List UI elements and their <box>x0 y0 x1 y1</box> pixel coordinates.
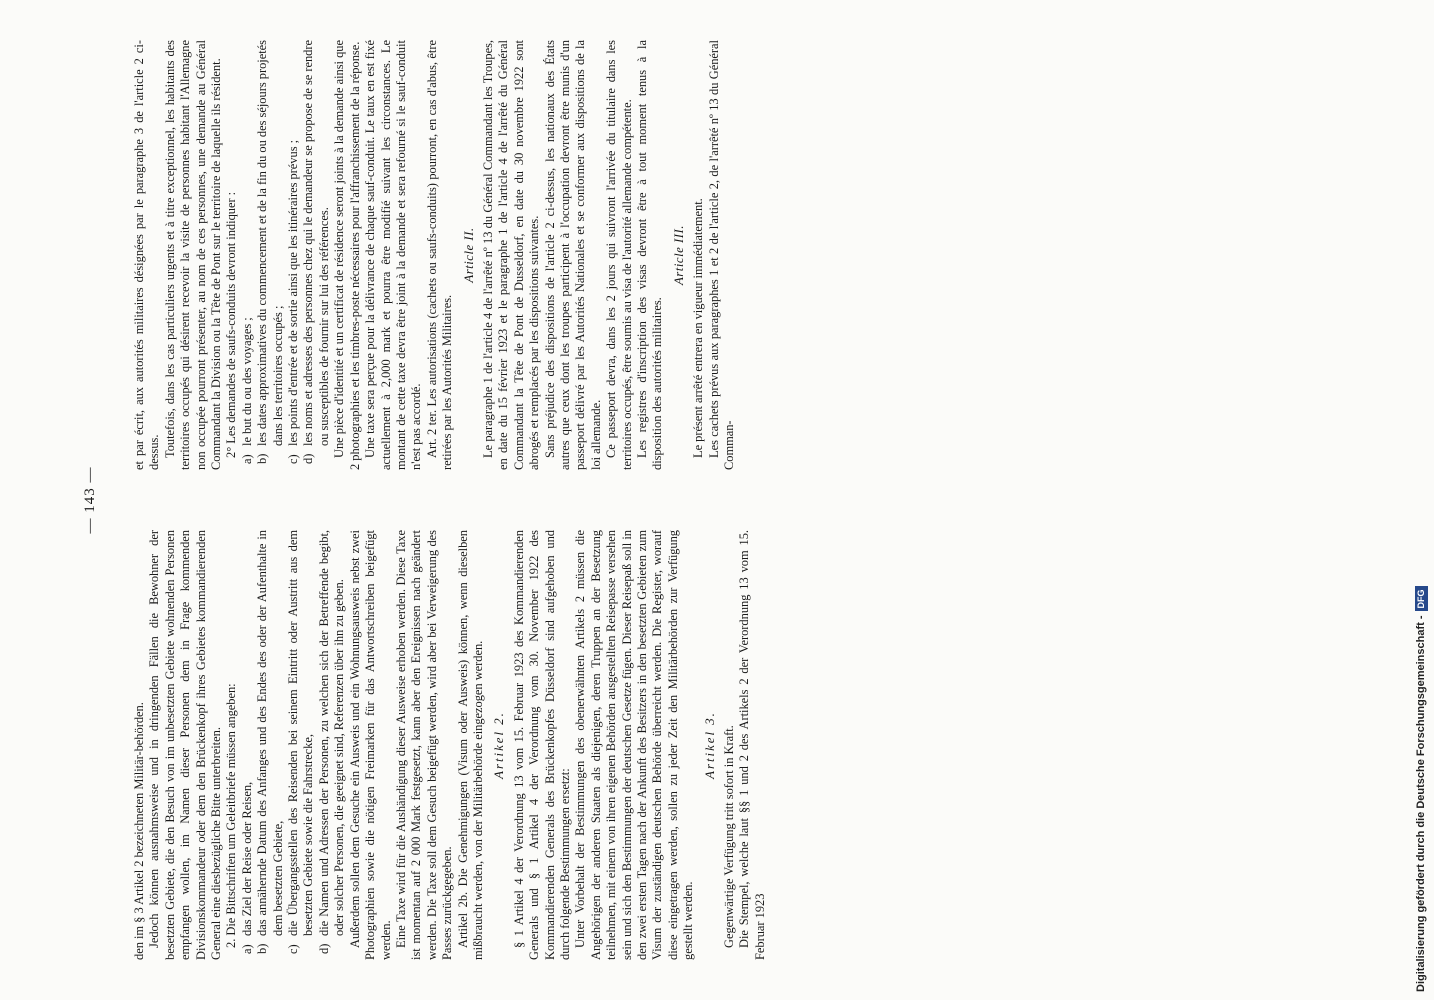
paragraph: Unter Vorbehalt der Bestimmungen des obenerwähnten Artikels 2 müssen die Angehörigen der anderen Staaten als diejenigen, deren Truppen an der Besetzung teilnehmen, mit einem von ihren eigenen Behörden ausgestellten Reisepasse versehen sein und sich den Bestimmungen der deutschen Gesetze fügen. Dieser Reisepaß soll in den zwei ersten Tagen nach der Ankunft des Besitzers in den besetzten Gebieten zum Visum der zuständigen deutschen Behörde überreicht werden. Die Register, worauf diese eingetragen werden, sollen zu jeder Zeit den Militärbehörden zur Verfügung gestellt werden. <box>573 530 696 960</box>
page-number: — 143 — <box>82 466 98 534</box>
paragraph: Le paragraphe 1 de l'article 4 de l'arrêté nº 13 du Général Commandant les Troupes, en date du 15 février 1923 et le paragraphe 1 de l'article 4 de l'arrêté du Général Commandant la Tête de Pont de Dusseldorf, en date du 30 novembre 1922 sont abrogés et remplacés par les dispositions suivantes. <box>480 40 542 470</box>
list-item-text: le but du ou des voyages ; <box>239 317 254 446</box>
list-item <box>240 40 255 470</box>
paragraph: 2° Les demandes de saufs-conduits devront indiquer : <box>224 191 239 458</box>
french-column <box>132 40 1332 470</box>
paragraph: Gegenwärtige Verfügung tritt sofort in Kraft. <box>722 725 737 948</box>
list-item <box>286 530 317 960</box>
article-heading: Artikel 3. <box>702 711 717 779</box>
article-heading: Article III. <box>671 225 686 286</box>
paragraph: Außerdem sollen dem Gesuche ein Ausweis und ein Wohnungsausweis nebst zwei Photographien sowie die nötigen Freimarken für das Antwortschreiben beigefügt werden. <box>347 530 393 960</box>
funding-note: Digitalisierung gefördert durch die Deutsche Forschungsgemeinschaft - <box>1415 615 1427 992</box>
list-item-text: das Ziel der Reise oder Reisen, <box>239 781 254 936</box>
list-marker: c) <box>286 944 301 954</box>
list-item-text: die Namen und Adressen der Personen, zu welchen sich der Betreffende begibt, oder solcher Personen, die geeignet sind, Referenzen über ihn zu geben. <box>316 530 347 936</box>
paragraph: Le présent arrêté entrera en vigueur immédiatement. <box>691 198 706 458</box>
list-item <box>301 40 332 470</box>
list-item-text: les noms et adresses des personnes chez qui le demandeur se propose de se rendre ou susceptibles de fournir sur lui des références. <box>301 40 331 446</box>
paragraph: 2. Die Bittschriften um Geleitbriefe müssen angeben: <box>224 683 239 948</box>
paragraph: Toutefois, dans les cas particuliers urgents et à titre exceptionnel, les habitants des territoires occupés qui désirent recevoir la visite de personnes habitant l'Allemagne non occupée pourront présenter, au nom de ces personnes, une demande au Général Commandant la Division ou la Tête de Pont sur le territoire de laquelle ils résident. <box>162 40 224 470</box>
paragraph: § 1 Artikel 4 der Verordnung 13 vom 15. Februar 1923 des Kommandierenden Generals und § 1 Artikel 4 der Verordnung vom 30. November 1922 des Kommandierenden Generals des Brückenkopfes Düsseldorf sind aufgehoben und durch folgende Bestimmungen ersetzt: <box>511 530 572 960</box>
list-marker: b) <box>255 453 270 464</box>
article-heading: Artikel 2. <box>492 711 507 779</box>
paragraph: den im § 3 Artikel 2 bezeichneten Militär-behörden. <box>132 702 146 960</box>
list-item-text: das annähernde Datum des Anfanges und des Endes des oder der Aufenthalte in dem besetzten Gebiete, <box>255 530 285 936</box>
paragraph: Die Stempel, welche laut §§ 1 und 2 des Artikels 2 der Verordnung 13 vom 15. Februar 1923 <box>737 530 767 960</box>
list-item <box>255 530 286 960</box>
paragraph: Ce passeport devra, dans les 2 jours qui suivront l'arrivée du titulaire dans les territoires occupés, être soumis au visa de l'autorité allemande compétente. <box>604 40 634 470</box>
paragraph: Jedoch können ausnahmsweise und in dringenden Fällen die Bewohner der besetzten Gebiete, die den Besuch von im unbesetzten Gebiete wohnenden Personen empfangen wollen, im Namen dieser Personen dem in Frage kommenden Divisionskommandeur oder dem den Brückenkopf ihres Gebietes kommandierenden General eine diesbezügliche Bitte unterbreiten. <box>147 530 224 960</box>
paragraph: Les registres d'inscription des visas devront être à tout moment tenus à la disposition des autorités militaires. <box>635 40 665 470</box>
list-item-text: les points d'entrée et de sortie ainsi que les itinéraires prévus ; <box>286 139 301 446</box>
list-marker: c) <box>286 454 301 464</box>
paragraph: Art. 2 ter. Les autorisations (cachets ou saufs-conduits) pourront, en cas d'abus, être retirées par les Autorités Militaires. <box>424 40 455 470</box>
list-item <box>240 530 255 960</box>
paragraph: Artikel 2b. Die Genehmigungen (Visum oder Ausweis) können, wenn dieselben mißbraucht werden, von der Militärbehörde eingezogen werden. <box>455 530 485 960</box>
paragraph: et par écrit, aux autorités militaires désignées par le paragraphe 3 de l'article 2 ci-dessus. <box>132 40 162 470</box>
dfg-logo: DFG <box>1415 586 1428 611</box>
list-item <box>286 40 301 470</box>
paragraph: Sans préjudice des dispositions de l'article 2 ci-dessus, les nationaux des États autres que ceux dont les troupes participent à l'occupation devront être munis d'un passeport délivré par les Autorités Nationales et se conformer aux dispositions de la loi allemande. <box>542 40 603 470</box>
list-item-text: die Übergangsstellen des Reisenden bei seinem Eintritt oder Austritt aus dem besetzten Gebiete sowie die Fahrstrecke, <box>286 530 316 936</box>
list-item-text: les dates approximatives du commencement et de la fin du ou des séjours projetés dans les territoires occupés ; <box>255 40 285 446</box>
paragraph: Les cachets prévus aux paragraphes 1 et 2 de l'article 2, de l'arrêté nº 13 du Général Comman- <box>706 40 737 470</box>
list-item <box>317 530 348 960</box>
list-marker: a) <box>239 944 254 954</box>
german-column <box>132 530 1332 960</box>
list-marker: d) <box>316 943 331 954</box>
list-marker: b) <box>255 943 270 954</box>
paragraph: Eine Taxe wird für die Aushändigung dieser Ausweise erhoben werden. Diese Taxe ist momentan auf 2 000 Mark festgesetzt, kann aber den Ereignissen nach geändert werden. Die Taxe soll dem Gesuch beigefügt werden, wird aber bei Verweigerung des Passes zurückgegeben. <box>393 530 455 960</box>
list-marker: a) <box>239 454 254 464</box>
list-item <box>255 40 286 470</box>
paragraph: Une taxe sera perçue pour la délivrance de chaque sauf-conduit. Le taux en est fixé actuellement à 2,000 mark et pourra être modifié suivant les circonstances. Le montant de cette taxe devra être joint à la demande et sera refourné si le sauf-conduit n'est pas accordé. <box>363 40 424 470</box>
article-heading: Article II. <box>461 227 476 283</box>
paragraph: Une pièce d'identité et un certificat de résidence seront joints à la demande ainsi que 2 photographies et les timbres-poste nécessaires pour l'affranchissement de la réponse. <box>332 40 362 470</box>
list-marker: d) <box>301 453 316 464</box>
digitization-credit <box>1415 2 1428 992</box>
